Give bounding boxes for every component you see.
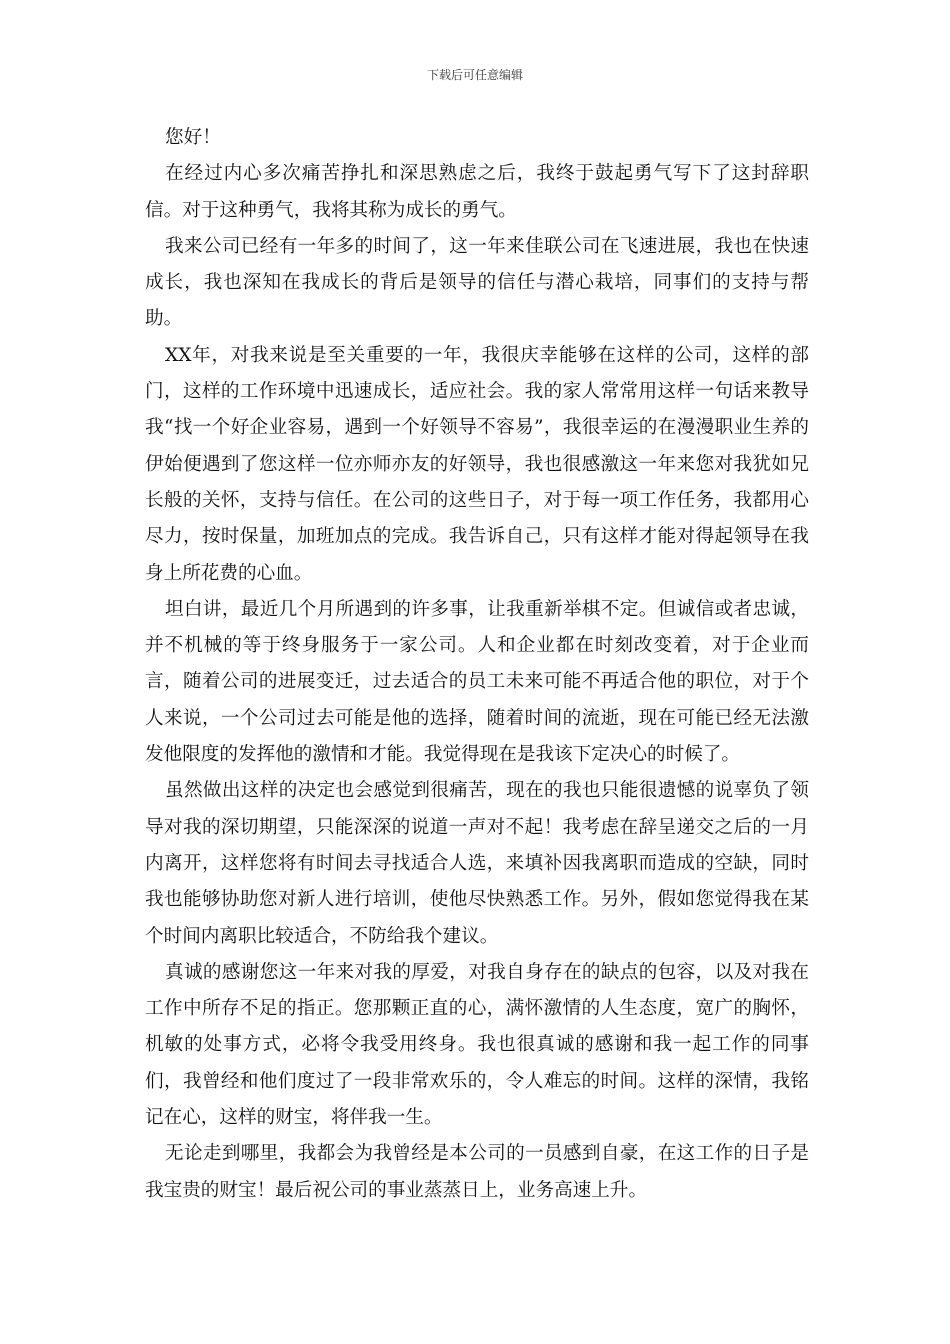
letter-paragraph: XX年，对我来说是至关重要的一年，我很庆幸能够在这样的公司，这样的部门，这样的工作环境中迅速成长，适应社会。我的家人常常用这样一句话来教导我“找一个好企业容易，遇到一个好领导不容易”，我很幸运的在漫漫职业生养的伊始便遇到了您这样一位亦师亦友的好领导，我也很感激这一年来您对我犹如兄长般的关怀，支持与信任。在公司的这些日子，对于每一项工作任务，我都用心尽力，按时保量，加班加点的完成。我告诉自己，只有这样才能对得起领导在我身上所花费的心血。 [145,344,809,584]
letter-paragraph: 我来公司已经有一年多的时间了，这一年来佳联公司在飞速进展，我也在快速成长，我也深知在我成长的背后是领导的信任与潜心栽培，同事们的支持与帮助。 [145,235,809,330]
letter-paragraph: 无论走到哪里，我都会为我曾经是本公司的一员感到自豪，在这工作的日子是我宝贵的财宝！最后祝公司的事业蒸蒸日上，业务高速上升。 [145,1143,809,1201]
page-header-note: 下载后可任意编辑 [426,68,523,82]
letter-paragraph: 真诚的感谢您这一年来对我的厚爱，对我自身存在的缺点的包容，以及对我在工作中所存不足的指正。您那颗正直的心，满怀激情的人生态度，宽广的胸怀，机敏的处事方式，必将令我受用终身。我也很真诚的感谢和我一起工作的同事们，我曾经和他们度过了一段非常欢乐的，令人难忘的时间。这样的深情，我铭记在心，这样的财宝，将伴我一生。 [145,961,809,1129]
letter-paragraph: 坦白讲，最近几个月所遇到的许多事，让我重新举棋不定。但诚信或者忠诚，并不机械的等于终身服务于一家公司。人和企业都在时刻改变着，对于企业而言，随着公司的进展变迁，过去适合的员工未来可能不再适合他的职位，对于个人来说，一个公司过去可能是他的选择，随着时间的流逝，现在可能已经无法激发他限度的发挥他的激情和才能。我觉得现在是我该下定决心的时候了。 [145,598,809,766]
letter-body [145,120,809,1209]
letter-paragraph: 在经过内心多次痛苦挣扎和深思熟虑之后，我终于鼓起勇气写下了这封辞职信。对于这种勇气，我将其称为成长的勇气。 [145,163,809,221]
letter-greeting: 您好！ [165,127,221,148]
letter-paragraph: 虽然做出这样的决定也会感觉到很痛苦，现在的我也只能很遗憾的说辜负了领导对我的深切期望，只能深深的说道一声对不起！我考虑在辞呈递交之后的一月内离开，这样您将有时间去寻找适合人选，来填补因我离职而造成的空缺，同时我也能够协助您对新人进行培训，使他尽快熟悉工作。另外，假如您觉得我在某个时间内离职比较适合，不防给我个建议。 [145,780,809,947]
